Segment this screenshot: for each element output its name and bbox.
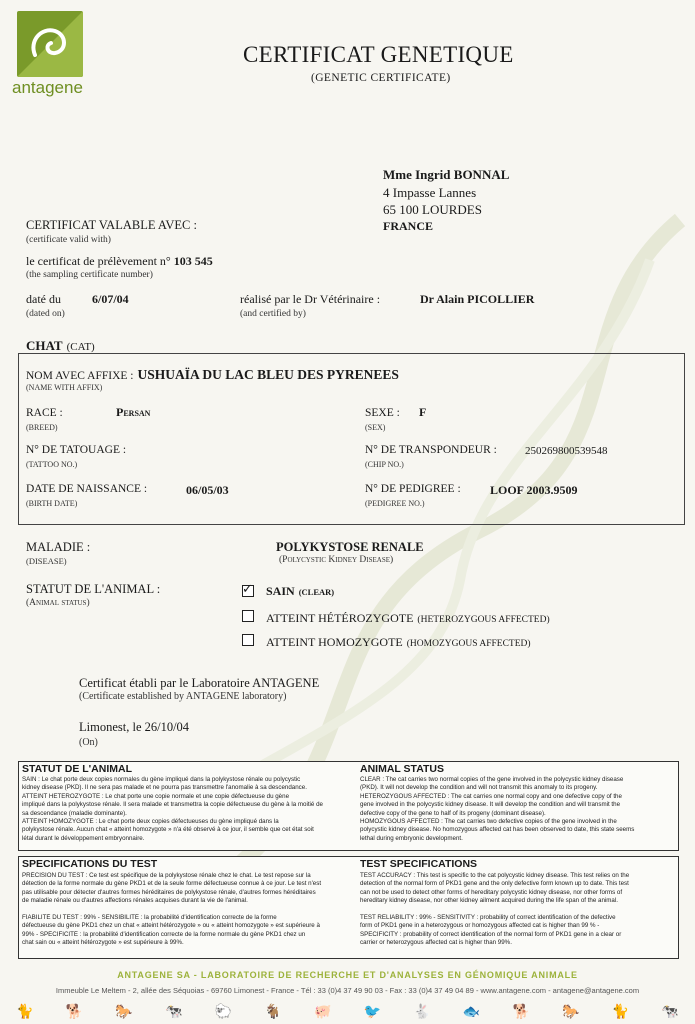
- status-option-heterozygous: ATTEINT HÉTÉROZYGOTE: [266, 611, 414, 625]
- transponder-label-en: (CHIP NO.): [365, 460, 404, 469]
- place-date-en: (On): [79, 737, 98, 748]
- dated-value: 6/07/04: [92, 292, 129, 306]
- sampling-label: le certificat de prélèvement n°: [26, 254, 171, 268]
- footer-address: Immeuble Le Meltem - 2, allée des Séquoias - 69760 Limonest - France - Tél : 33 (0)4 37 49 90 03 - Fax : 33 (0)4 37 49 04 89 - www.antagene.com - antagene@antagene.com: [55, 986, 640, 995]
- pedigree-label: N° DE PEDIGREE :: [365, 483, 461, 495]
- pedigree-value: LOOF 2003.9509: [490, 483, 578, 497]
- owner-street: 4 Impasse Lannes: [383, 185, 477, 200]
- spec-box-right-line: TEST ACCURACY : This test is specific to the cat polycystic kidney disease. This test relies on the: [360, 872, 630, 879]
- status-box-right-line: HETEROZYGOUS AFFECTED : The cat carries one normal copy and one defective copy of the: [360, 792, 622, 800]
- cat-heading: CHAT: [26, 338, 63, 353]
- cow-icon-2: 🐄: [661, 1004, 679, 1020]
- breed-label: RACE :: [26, 407, 63, 419]
- tattoo-label-en: (TATTOO NO.): [26, 460, 78, 469]
- spec-box-left-line: 99% - SPÉCIFICITÉ : la probabilité d'identification correcte de la forme normale du gène PKD1 chez un: [22, 930, 306, 938]
- check-icon: ✓: [242, 582, 253, 597]
- dated-label: daté du: [26, 292, 61, 306]
- logo-swirl-icon: [17, 11, 83, 77]
- status-box-left-line: kidney disease (PKD). Il ne sera pas malade et ne pourra pas transmettre l'anomalie à sa descendance.: [22, 784, 307, 792]
- status-option-clear: SAIN: [266, 584, 295, 598]
- cat-name-value: USHUAÏA DU LAC BLEU DES PYRENEES: [137, 367, 399, 382]
- status-box-left-line: impliqué dans la polykystose rénale. Il sera malade et transmettra la copie défectueuse du gène à la moitié de: [22, 801, 323, 809]
- validity-label-en: (certificate valid with): [26, 235, 111, 245]
- status-box-right-line: CLEAR : The cat carries two normal copies of the gene involved in the polycystic kidney disease: [360, 776, 624, 783]
- status-box-left-title: STATUT DE L'ANIMAL: [22, 763, 133, 775]
- disease-value: POLYKYSTOSE RENALE: [276, 540, 424, 554]
- birth-label-en: (BIRTH DATE): [26, 499, 78, 508]
- cat-heading-en: (CAT): [66, 341, 95, 353]
- status-checkbox-homozygous[interactable]: [242, 634, 254, 646]
- spec-box-right-line: TEST RELIABILITY : 99% - SENSITIVITY : probability of correct identification of the defective: [360, 914, 616, 921]
- status-box-left-line: létal durant le développement embryonnaire.: [22, 834, 145, 842]
- status-box-left-line: sa descendance (maladie dominante).: [22, 809, 127, 817]
- birth-label: DATE DE NAISSANCE :: [26, 483, 148, 495]
- transponder-label: N° DE TRANSPONDEUR :: [365, 444, 497, 456]
- transponder-value: 250269800539548: [525, 445, 608, 457]
- status-label-en: (Animal status): [26, 598, 90, 608]
- footer-title: ANTAGENE SA - LABORATOIRE DE RECHERCHE ET D'ANALYSES EN GÉNOMIQUE ANIMALE: [117, 970, 578, 980]
- validity-label: CERTIFICAT VALABLE AVEC :: [26, 218, 197, 232]
- spec-box-left-line: défectueuse du gène PKD1 chez un chat « atteint hétérozygote » ou « atteint homozygote » est supérieure à: [22, 922, 320, 930]
- spec-box-left-line: pas utilisable pour détecter d'autres formes héréditaires de polykystose rénale, d'autres formes héréditaires: [22, 888, 316, 896]
- breed-label-en: (BREED): [26, 423, 58, 432]
- sex-label: SEXE :: [365, 407, 400, 419]
- dated-label-en: (dated on): [26, 309, 65, 319]
- sheep-icon: 🐑: [214, 1004, 233, 1020]
- sex-value: F: [419, 405, 427, 419]
- dog-icon-2: 🐕: [512, 1004, 530, 1020]
- horse-icon-2: 🐎: [562, 1004, 580, 1020]
- disease-value-en: (Polycystic Kidney Disease): [279, 555, 394, 565]
- tattoo-label: N° DE TATOUAGE :: [26, 444, 127, 456]
- spec-box-right-line: form of PKD1 gene in a heterozygous or homozygous affected cat is higher than 99 % -: [360, 922, 600, 930]
- spec-box-left-line: PRÉCISION DU TEST : Ce test est spécifique de la polykystose rénale chez le chat. Le test repose sur la: [22, 872, 311, 879]
- status-box-left-line: ATTEINT HETEROZYGOTE : Le chat porte une copie normale et une copie défectueuse du gène: [22, 792, 290, 800]
- pedigree-label-en: (PEDIGREE NO.): [365, 499, 425, 508]
- vet-label: réalisé par le Dr Vétérinaire :: [240, 292, 381, 306]
- vet-label-en: (and certified by): [240, 309, 306, 319]
- disease-label: MALADIE :: [26, 540, 91, 554]
- cat-name-label: NOM AVEC AFFIXE :: [26, 370, 134, 382]
- spec-box-right-line: carrier or heterozygous affected cat is higher than 99%.: [360, 939, 512, 947]
- status-box-right-title: ANIMAL STATUS: [360, 763, 444, 775]
- spec-box-right-line: detection of the normal form of PKD1 gene and the only defective form known up to date. This test: [360, 880, 629, 888]
- lab-line-en: (Certificate established by ANTAGENE laboratory): [79, 691, 287, 702]
- bird-icon: 🐦: [363, 1004, 382, 1020]
- status-checkbox-clear[interactable]: [242, 582, 254, 597]
- goat-icon: 🐐: [264, 1004, 282, 1020]
- owner-country: FRANCE: [383, 219, 433, 233]
- rabbit-icon: 🐇: [413, 1004, 431, 1020]
- status-box-right-line: defective copy of the gene to half of its progeny (dominant disease).: [360, 809, 546, 817]
- status-box-right-line: (PKD). It will not develop the condition and will not transmit this anomaly to its progeny.: [360, 784, 598, 792]
- spec-box-left-line: chat sain ou « atteint hétérozygote » est supérieure à 99%.: [22, 939, 184, 947]
- spec-box-right-title: TEST SPECIFICATIONS: [360, 858, 478, 870]
- status-box-right-line: gene involved in the polycystic kidney disease. It will develop the condition and will transmit the: [360, 801, 621, 809]
- owner-city: 65 100 LOURDES: [383, 202, 482, 217]
- spec-box-left-line: FIABILITÉ DU TEST : 99% - SENSIBILITÉ : la probabilité d'identification correcte de la forme: [22, 914, 277, 921]
- status-option-homozygous: ATTEINT HOMOZYGOTE: [266, 635, 403, 649]
- page-title: CERTIFICAT GENETIQUE: [243, 42, 514, 67]
- birth-value: 06/05/03: [186, 483, 229, 497]
- status-box-left-line: polykystose rénale. Aucun chat « atteint homozygote » n'a été observé à ce jour, il semble que cet état soit: [22, 826, 314, 834]
- status-option-homozygous-en: (HOMOZYGOUS AFFECTED): [406, 639, 531, 649]
- cow-icon: 🐄: [165, 1004, 183, 1020]
- spec-box-left-line: détection de la forme normale du gène PKD1 et de la seule forme défectueuse connue à ce jour. Le test n'est: [22, 880, 322, 888]
- status-box-right-line: polycystic kidney disease. No homozygous affected cat has been observed to date, this state seems: [360, 826, 635, 834]
- dog-icon: 🐕: [65, 1004, 84, 1020]
- status-box-left-line: SAIN : Le chat porte deux copies normales du gène impliqué dans la polykystose rénale ou polycystic: [22, 776, 301, 783]
- antagene-logo: [17, 11, 83, 77]
- status-option-heterozygous-en: (HETEROZYGOUS AFFECTED): [417, 615, 550, 625]
- cat-icon: 🐈: [16, 1004, 34, 1020]
- spec-box-left-line: de maladie rénale ou d'autres affections rénales acquises durant la vie de l'animal.: [22, 897, 248, 905]
- fish-icon: 🐟: [462, 1004, 481, 1020]
- breed-value: Persan: [116, 405, 151, 419]
- horse-icon: 🐎: [115, 1004, 133, 1020]
- pig-icon: 🐖: [313, 1004, 332, 1020]
- status-box-right-line: lethal during embryonic development.: [360, 834, 463, 842]
- lab-line: Certificat établi par le Laboratoire ANTAGENE: [79, 676, 320, 690]
- sampling-label-en: (the sampling certificate number): [26, 270, 153, 280]
- status-box-left-line: ATTEINT HOMOZYGOTE : Le chat porte deux copies défectueuses du gène impliqué dans la: [22, 818, 279, 825]
- spec-box-right-line: hereditary kidney disease, nor other kidney ailment acquired during the life span of the animal.: [360, 897, 618, 905]
- cat-icon-2: 🐈: [611, 1004, 630, 1020]
- logo-text: antagene: [12, 78, 83, 97]
- sampling-number: 103 545: [173, 254, 213, 268]
- animal-silhouettes-strip: [0, 1000, 695, 1024]
- disease-label-en: (DISEASE): [26, 556, 67, 566]
- owner-name: Mme Ingrid BONNAL: [383, 167, 510, 182]
- status-box-right-line: HOMOZYGOUS AFFECTED : The cat carries two defective copies of the gene involved in the: [360, 818, 617, 825]
- status-checkbox-heterozygous[interactable]: [242, 610, 254, 622]
- status-option-clear-en: (CLEAR): [298, 587, 335, 597]
- place-date: Limonest, le 26/10/04: [79, 720, 190, 734]
- spec-box-left-title: SPECIFICATIONS DU TEST: [22, 858, 158, 870]
- spec-box-right-line: can not be used to detect other forms of hereditary polycystic kidney disease, nor other forms of: [360, 888, 623, 896]
- sex-label-en: (SEX): [365, 423, 386, 432]
- cat-name-label-en: (NAME WITH AFFIX): [26, 383, 103, 392]
- page-subtitle: (GENETIC CERTIFICATE): [311, 72, 451, 84]
- vet-value: Dr Alain PICOLLIER: [420, 292, 535, 306]
- spec-box-right-line: SPECIFICITY : probability of correct identification of the normal form of PKD1 gene in a clear or: [360, 930, 622, 938]
- status-label: STATUT DE L'ANIMAL :: [26, 582, 161, 596]
